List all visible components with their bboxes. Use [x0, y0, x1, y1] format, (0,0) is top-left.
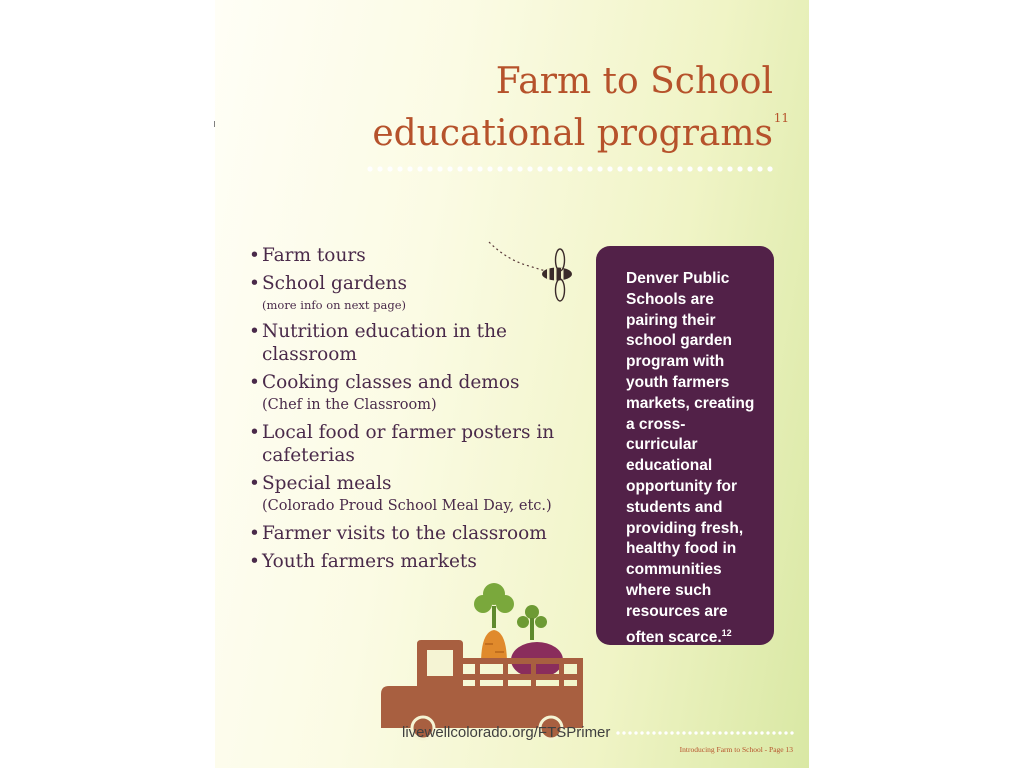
list-item-text: Nutrition education in the classroom: [262, 321, 507, 365]
truck-with-vegetables-illustration: [377, 582, 589, 742]
bee-icon: [487, 238, 582, 308]
list-item-text: Special meals: [262, 473, 392, 494]
callout-text: Denver Public Schools are pairing their school garden program with youth farmers markets, creating a cross-curricular educational opportunity for students and providing fresh, healthy food in communities where such resources are often scarce.: [626, 270, 755, 646]
list-item: [249, 522, 589, 545]
list-item: [249, 371, 589, 416]
title-line-2: educational programs: [372, 113, 773, 154]
list-item-text: Farm tours: [262, 245, 366, 266]
source-url-link[interactable]: livewellcolorado.org/FTSPrimer: [402, 724, 611, 741]
title-footnote: 11: [773, 111, 789, 125]
list-item-text: Local food or farmer posters in cafeterias: [262, 422, 555, 466]
list-item: [249, 421, 589, 467]
list-item-text: School gardens: [262, 273, 407, 294]
page-footer-label: Introducing Farm to School - Page 13: [679, 745, 793, 754]
dotted-divider: [365, 165, 775, 173]
list-item-text: Cooking classes and demos: [262, 372, 520, 393]
list-item-text: Youth farmers markets: [262, 551, 477, 572]
footer-dotted-rule: [615, 731, 795, 735]
list-item-note: (Chef in the Classroom): [262, 397, 437, 413]
list-item: [249, 550, 589, 573]
list-item-note: (more info on next page): [262, 298, 407, 312]
document-page: [215, 0, 809, 768]
page-title: [372, 56, 789, 160]
title-line-1: Farm to School: [495, 61, 773, 102]
list-item-text: Farmer visits to the classroom: [262, 523, 547, 544]
list-item-note: (Colorado Proud School Meal Day, etc.): [262, 498, 552, 514]
list-item: [249, 320, 589, 366]
list-item: [249, 472, 589, 517]
callout-box: [596, 246, 774, 645]
callout-footnote: 12: [721, 627, 732, 638]
